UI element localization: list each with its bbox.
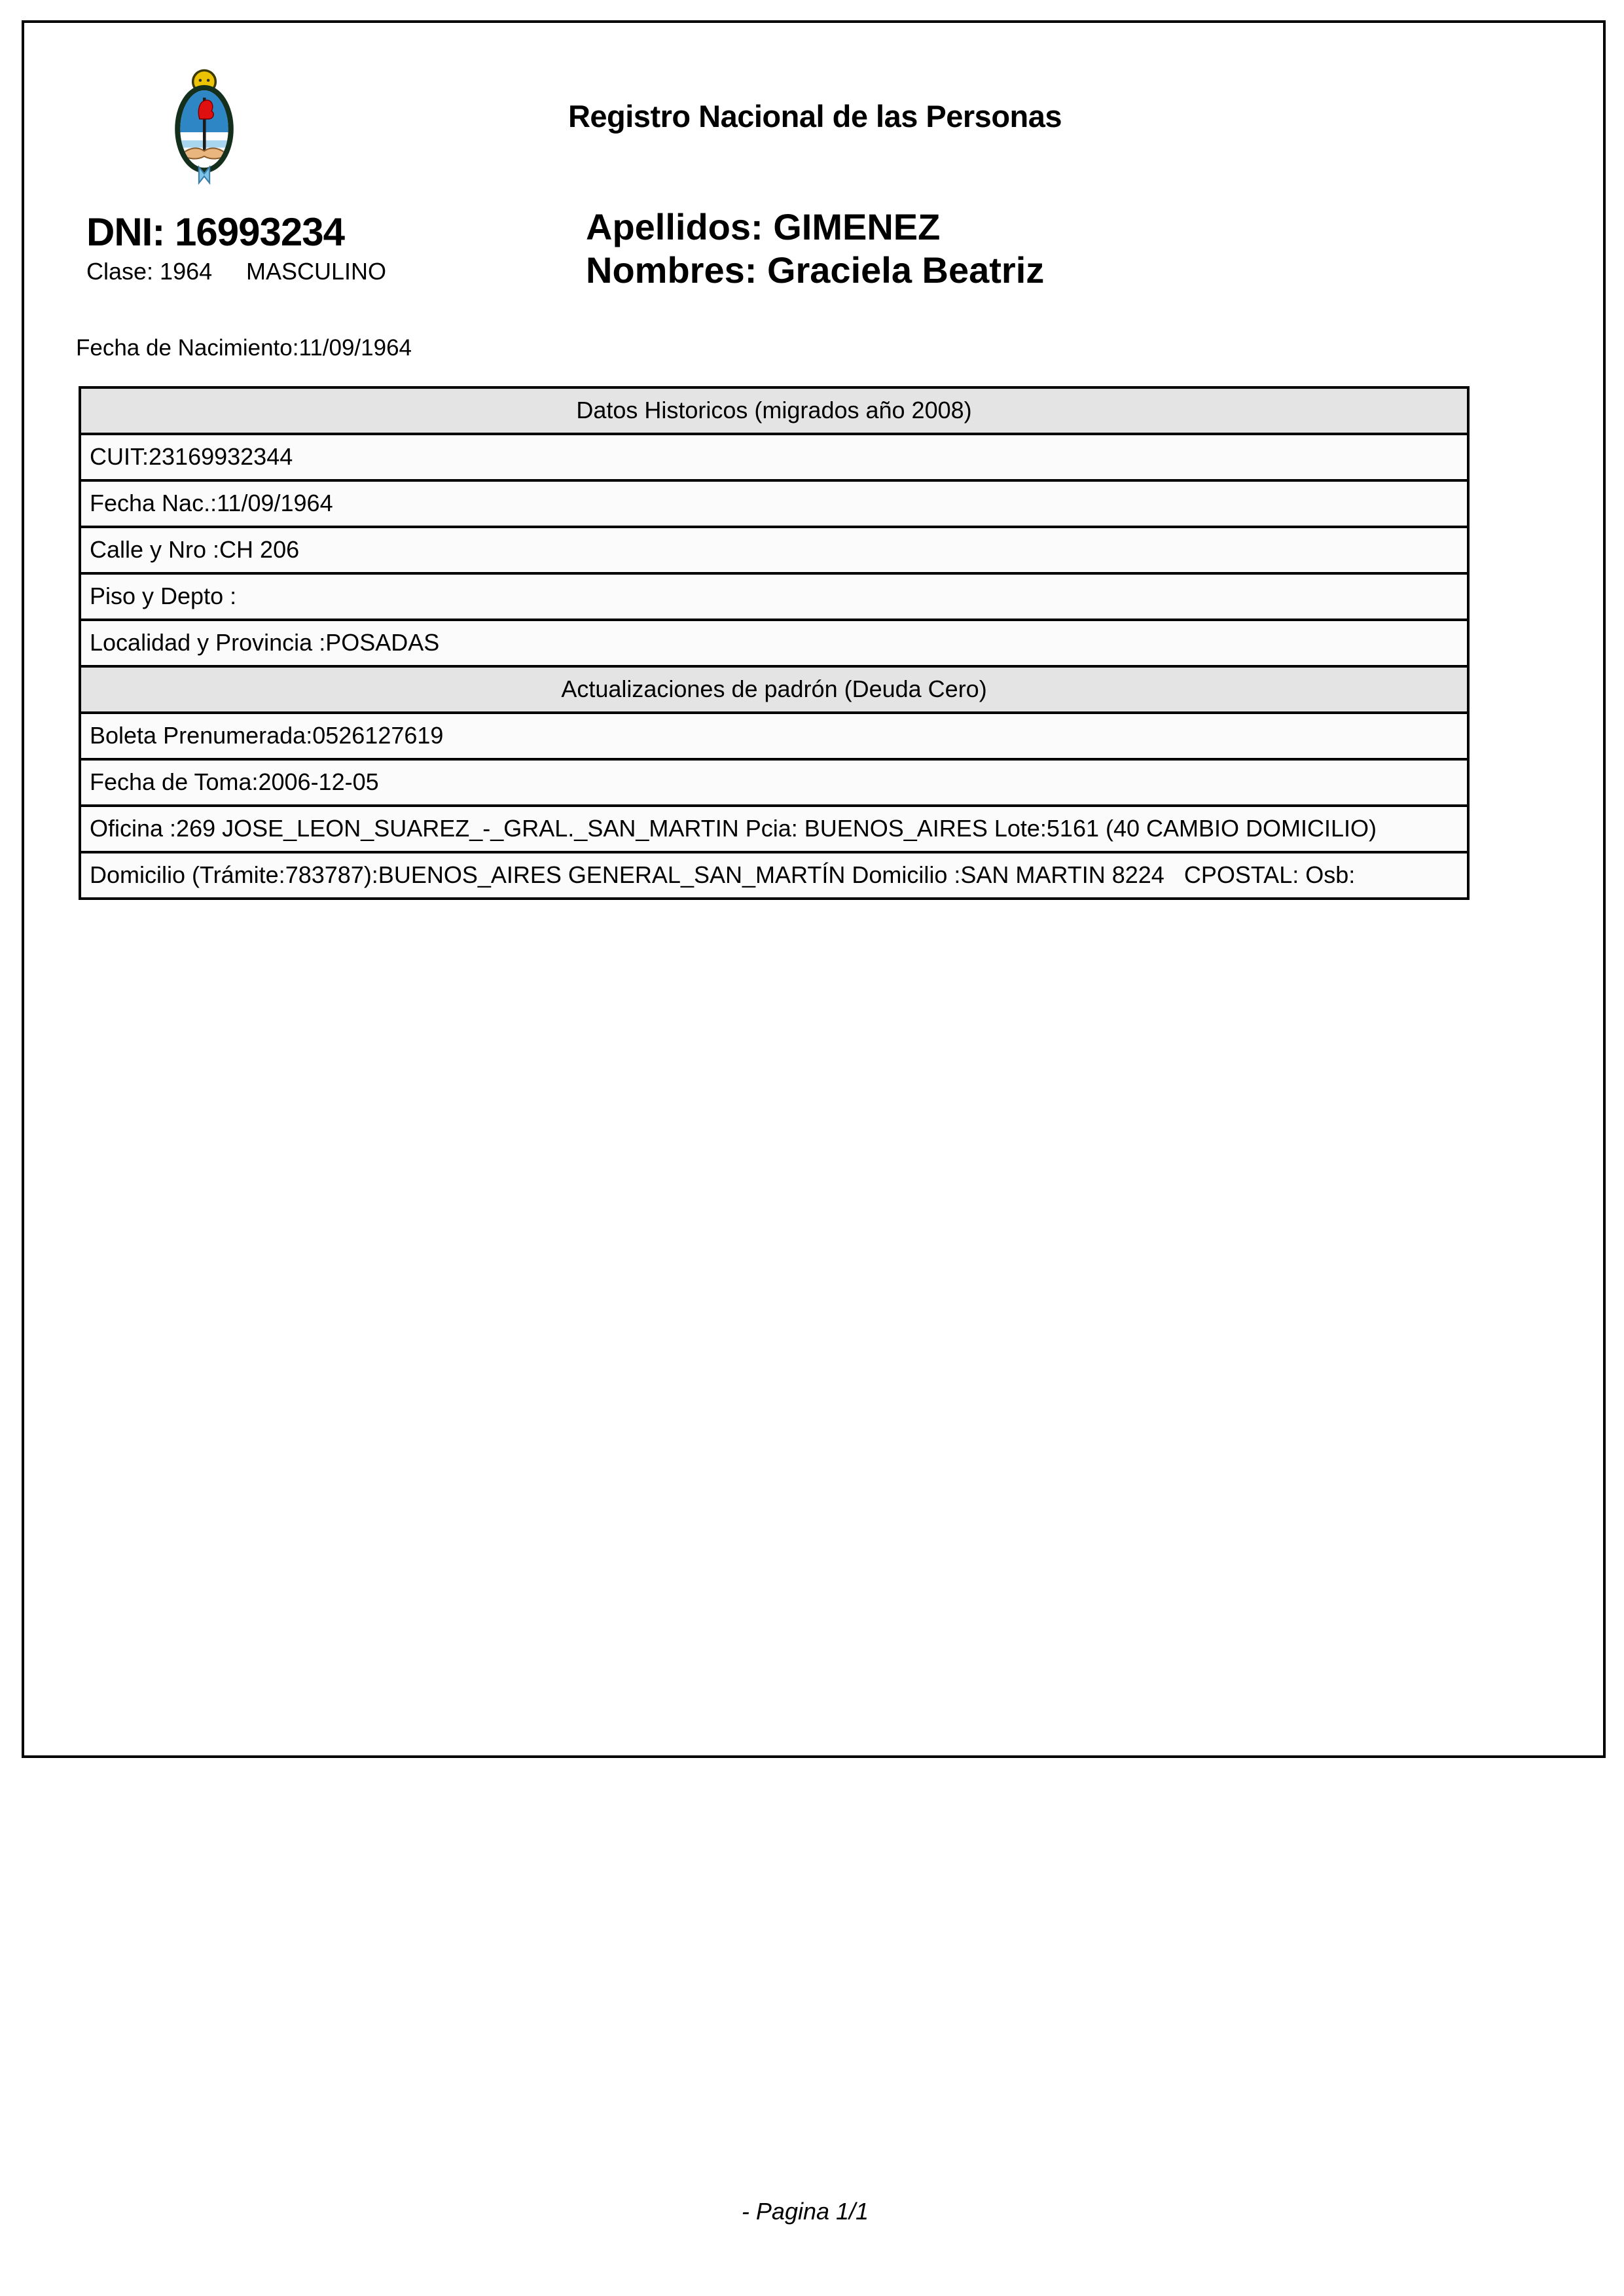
fecha-nacimiento-line: Fecha de Nacimiento:11/09/1964 [76,335,412,361]
table-row: Fecha de Toma:2006-12-05 [81,761,1467,807]
table-row: Fecha Nac.:11/09/1964 [81,482,1467,528]
table-row: Piso y Depto : [81,575,1467,621]
table-row: Oficina :269 JOSE_LEON_SUAREZ_-_GRAL._SAN_MARTIN Pcia: BUENOS_AIRES Lote:5161 (40 CAMBIO DOMICILIO) [81,807,1467,853]
sex-label: MASCULINO [246,258,387,285]
apellidos-line: Apellidos: GIMENEZ [586,206,941,247]
nombres-line: Nombres: Graciela Beatriz [586,249,1045,291]
page-title: Registro Nacional de las Personas [568,99,1062,134]
table-row: CUIT:23169932344 [81,435,1467,482]
table-row: Boleta Prenumerada:0526127619 [81,714,1467,761]
clase-year: Clase: 1964 [86,258,213,285]
table-row: Domicilio (Trámite:783787):BUENOS_AIRES GENERAL_SAN_MARTÍN Domicilio :SAN MARTIN 8224 CPOSTAL: Osb: [81,853,1467,897]
historic-data-table [79,386,1470,900]
table-row: Calle y Nro :CH 206 [81,528,1467,575]
table-section-header: Actualizaciones de padrón (Deuda Cero) [81,668,1467,714]
page-number: - Pagina 1/1 [741,2198,869,2225]
table-row: Localidad y Provincia :POSADAS [81,621,1467,668]
table-section-header: Datos Historicos (migrados año 2008) [81,389,1467,435]
dni-number: DNI: 16993234 [86,210,344,254]
